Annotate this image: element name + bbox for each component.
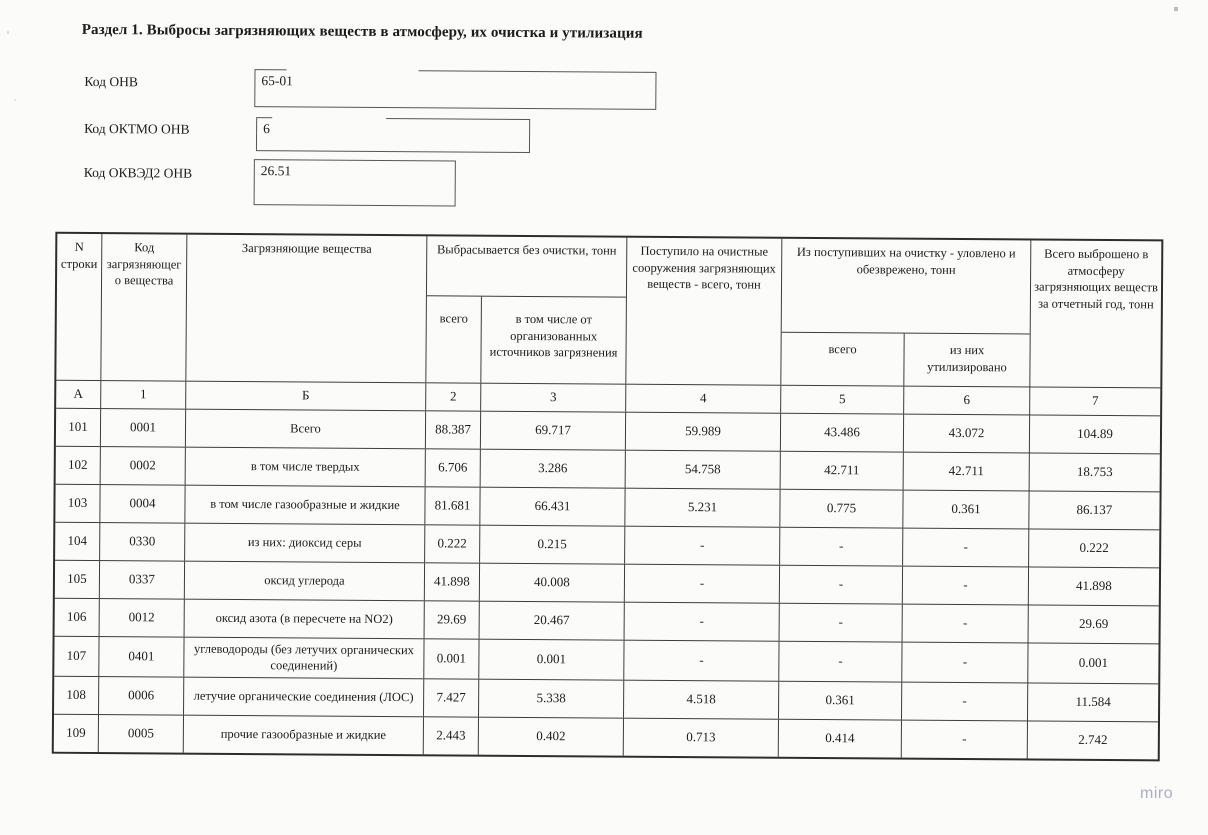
header-pollutant-name: Загрязняющие вещества: [186, 235, 427, 383]
column-letter: А: [56, 381, 101, 408]
total-year-cell: 11.584: [1075, 693, 1111, 709]
emitted-total-cell: 81.681: [425, 487, 480, 524]
table-row: [54, 675, 1158, 721]
pollutant-name-cell: оксид углерода: [185, 562, 425, 601]
table-row: [56, 408, 1160, 454]
captured-total-cell: 0.361: [779, 681, 902, 719]
header-emitted-group-label: Выбрасывается без очистки, тонн: [427, 236, 626, 297]
emitted-organized-cell: 3.286: [481, 450, 626, 488]
captured-total-cell: 42.711: [781, 452, 904, 490]
captured-utilized-cell: 43.072: [904, 415, 1030, 453]
pollutant-name-cell: в том числе твердых: [186, 448, 426, 487]
pollutant-name-cell: летучие органические соединения (ЛОС): [184, 677, 424, 716]
captured-total-cell: -: [780, 566, 903, 604]
row-number-cell: 108: [54, 676, 99, 713]
header-captured-total: всего: [781, 333, 904, 386]
total-year-cell: 2.742: [1078, 731, 1108, 747]
header-captured-utilized: из них утилизировано: [927, 342, 1007, 374]
received-treatment-cell: 5.231: [625, 489, 780, 527]
table-row: [55, 522, 1159, 568]
emitted-organized-cell: 66.431: [480, 488, 625, 526]
pollutant-code-cell: 0005: [99, 715, 184, 753]
table-row: [55, 560, 1159, 606]
table-body: [54, 408, 1160, 759]
emitted-organized-cell: 40.008: [480, 564, 625, 602]
header-received-treatment: Поступило на очистные сооружения загрязняющих веществ - всего, тонн: [626, 238, 782, 385]
scan-speck: [1174, 7, 1178, 11]
header-pollutant-code: Код загрязняющего вещества: [101, 234, 187, 381]
captured-total-cell: 0.775: [780, 490, 903, 528]
total-year-cell: 86.137: [1076, 501, 1113, 518]
pollutant-name-cell: прочие газообразные и жидкие: [184, 715, 424, 754]
field-box-okved: [254, 159, 456, 206]
scan-speck: [14, 99, 16, 101]
captured-utilized-cell: 42.711: [904, 453, 1030, 491]
total-year-cell: 41.898: [1076, 577, 1112, 594]
received-treatment-cell: -: [625, 565, 780, 603]
received-treatment-cell: 54.758: [626, 451, 781, 489]
received-treatment-cell: 4.518: [624, 680, 779, 718]
pollutant-code-cell: 0330: [100, 523, 185, 561]
captured-utilized-cell: -: [903, 529, 1029, 567]
column-letter: 5: [781, 386, 904, 414]
emitted-organized-cell: 69.717: [481, 412, 626, 450]
total-year-cell: 0.222: [1079, 539, 1109, 556]
pollutant-code-cell: 0004: [100, 485, 185, 523]
table-row: [55, 598, 1159, 644]
total-year-cell: 29.69: [1078, 615, 1109, 632]
header-group-captured: [781, 239, 1031, 387]
row-number-cell: 101: [56, 409, 101, 446]
row-number-cell: 102: [56, 447, 101, 484]
captured-utilized-cell: -: [902, 643, 1028, 682]
captured-utilized-cell: -: [903, 567, 1029, 605]
column-letter: Б: [186, 382, 426, 411]
pollutant-name-cell: углеводороды (без летучих органических соединений): [184, 638, 424, 678]
row-number-cell: 106: [55, 599, 100, 636]
captured-total-cell: -: [780, 604, 903, 642]
captured-utilized-cell: -: [902, 720, 1028, 758]
total-year-cell: 104.89: [1077, 425, 1113, 442]
received-treatment-cell: -: [624, 641, 779, 681]
pollutant-name-cell: оксид азота (в пересчете на NO2): [185, 600, 425, 639]
total-year-cell: 18.753: [1076, 463, 1113, 480]
pollutant-name-cell: в том числе газообразные и жидкие: [185, 486, 425, 525]
total-year-cell: 0.001: [1078, 654, 1109, 670]
field-value-onv: 65-01: [261, 73, 293, 89]
column-letter: 4: [626, 385, 781, 413]
pollutant-code-cell: 0002: [101, 447, 186, 485]
emitted-organized-cell: 5.338: [479, 679, 624, 717]
table-row: [56, 446, 1160, 492]
field-label-onv: Код ОНВ: [84, 73, 138, 90]
header-group-emitted: [426, 236, 627, 383]
pollutant-name-cell: Всего: [186, 410, 426, 449]
captured-total-cell: 43.486: [781, 414, 904, 452]
row-number-cell: 109: [54, 714, 99, 751]
row-number-cell: 104: [55, 523, 100, 560]
miro-watermark[interactable]: miro: [1140, 785, 1174, 802]
emitted-total-cell: 29.69: [425, 601, 480, 638]
captured-total-cell: -: [780, 528, 903, 566]
received-treatment-cell: 59.989: [626, 413, 781, 451]
column-letter: 2: [426, 383, 481, 410]
column-letter: 7: [1091, 392, 1099, 409]
field-label-okved: Код ОКВЭД2 ОНВ: [83, 164, 193, 181]
pollutant-code-cell: 0001: [101, 409, 186, 447]
table-header-row: [56, 234, 1161, 388]
emitted-organized-cell: 0.001: [479, 640, 624, 680]
column-letter: 1: [101, 381, 186, 409]
field-value-okved: 26.51: [260, 163, 292, 179]
whiteout-redaction: [272, 112, 386, 121]
scan-speck: [7, 31, 9, 34]
whiteout-redaction: [286, 64, 418, 73]
received-treatment-cell: 0.713: [624, 718, 779, 756]
column-letter: 3: [481, 384, 626, 412]
table-row: [54, 636, 1158, 683]
header-total-year: Всего выброшено в атмосферу загрязняющих веществ за отчетный год, тонн: [1034, 246, 1158, 311]
header-emitted-total: всего: [426, 296, 482, 382]
field-box-oktmo: [256, 117, 530, 153]
captured-utilized-cell: -: [903, 605, 1029, 643]
emitted-total-cell: 0.001: [424, 639, 479, 678]
received-treatment-cell: -: [625, 527, 780, 565]
header-captured-group-label: Из поступивших на очистку - уловлено и обезврежено, тонн: [782, 239, 1031, 335]
row-number-cell: 105: [55, 561, 100, 598]
emissions-table: [52, 232, 1164, 761]
captured-utilized-cell: 0.361: [903, 491, 1029, 529]
column-letter: 6: [904, 387, 1030, 415]
captured-utilized-cell: -: [902, 682, 1028, 720]
pollutant-code-cell: 0401: [99, 637, 184, 676]
table-row: [55, 484, 1159, 530]
emitted-total-cell: 2.443: [424, 717, 479, 754]
captured-total-cell: -: [779, 642, 902, 681]
section-title: Раздел 1. Выбросы загрязняющих веществ в атмосферу, их очистка и утилизация: [81, 21, 643, 42]
pollutant-code-cell: 0012: [100, 599, 185, 637]
emitted-organized-cell: 0.402: [479, 717, 624, 755]
field-value-oktmo: 6: [263, 121, 270, 137]
row-number-cell: 107: [54, 637, 99, 676]
emitted-total-cell: 7.427: [424, 679, 479, 716]
pollutant-name-cell: из них: диоксид серы: [185, 524, 425, 563]
pollutant-code-cell: 0337: [100, 561, 185, 599]
emitted-total-cell: 41.898: [425, 563, 480, 600]
table-row: [54, 713, 1158, 759]
field-box-onv: [254, 69, 656, 110]
received-treatment-cell: -: [625, 603, 780, 641]
emitted-total-cell: 88.387: [426, 411, 481, 448]
captured-total-cell: 0.414: [779, 719, 902, 757]
emitted-organized-cell: 20.467: [480, 602, 625, 640]
emitted-total-cell: 6.706: [426, 449, 481, 486]
row-number-cell: 103: [55, 485, 100, 522]
emitted-total-cell: 0.222: [425, 525, 480, 562]
emitted-organized-cell: 0.215: [480, 526, 625, 564]
header-row-number: N строки: [56, 234, 102, 380]
pollutant-code-cell: 0006: [99, 677, 184, 715]
field-label-oktmo: Код ОКТМО ОНВ: [84, 120, 190, 137]
header-emitted-organized: в том числе от организованных источников загрязнения: [489, 311, 618, 360]
